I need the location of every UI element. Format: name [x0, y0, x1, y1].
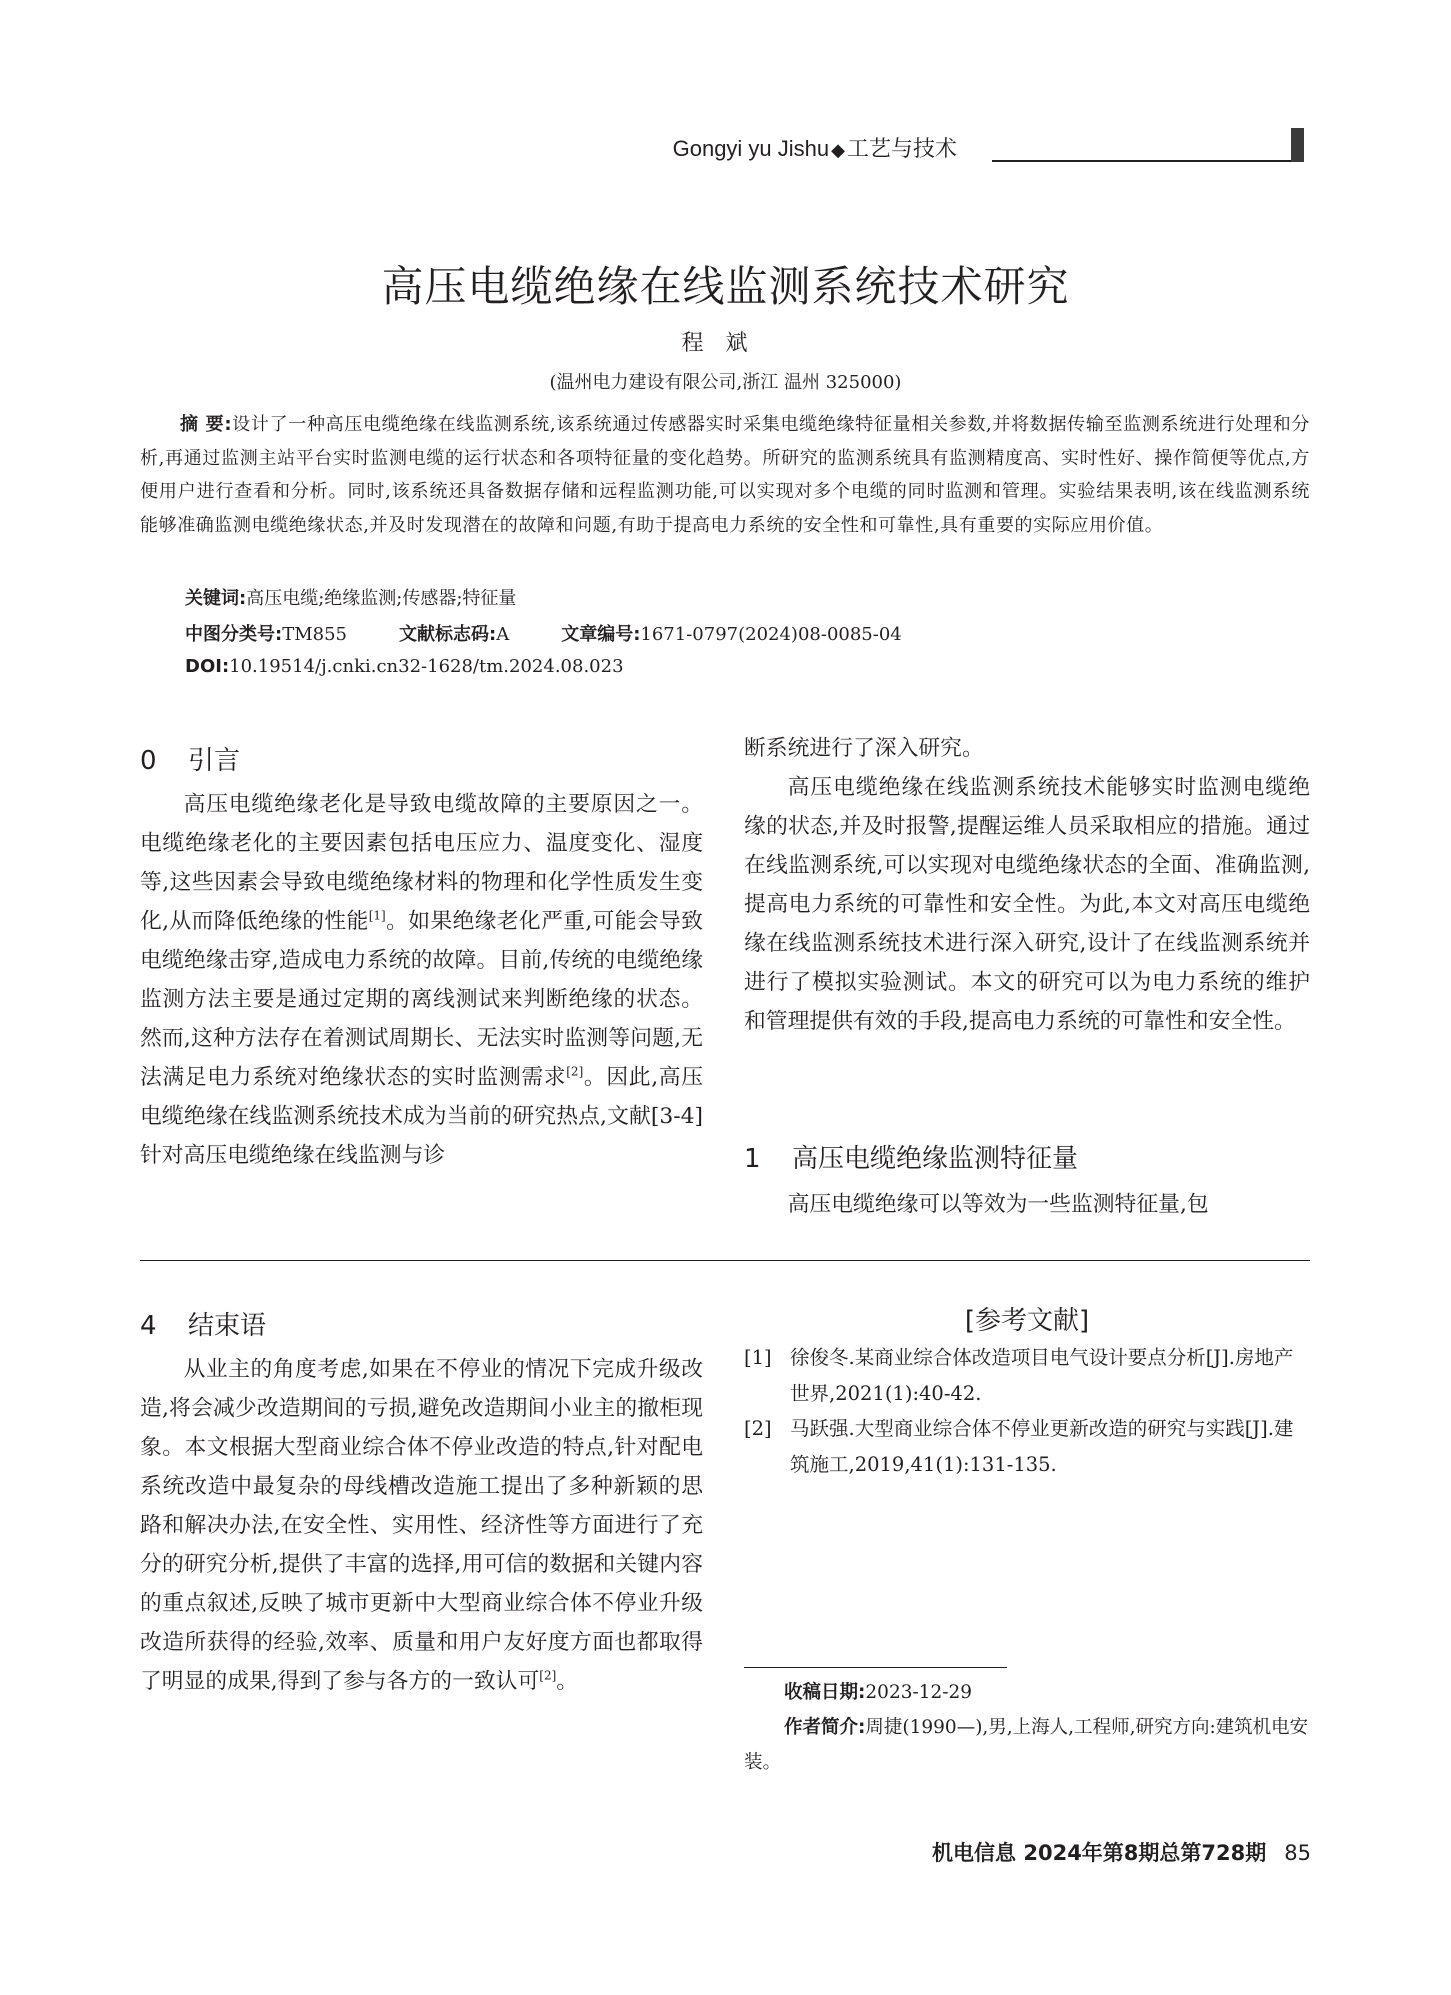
- doc-code-value: A: [496, 624, 510, 645]
- footnote-rule: [744, 1667, 1007, 1668]
- section-0-title: 引言: [188, 746, 241, 776]
- author-bio: 周捷(1990—),男,上海人,工程师,研究方向:建筑机电安装。: [744, 1717, 1309, 1773]
- page-divider-rule: [140, 1260, 1310, 1261]
- article-title: 高压电缆绝缘在线监测系统技术研究: [381, 262, 1070, 311]
- header-rule: [992, 160, 1304, 162]
- reference-text: 徐俊冬.某商业综合体改造项目电气设计要点分析[J].房地产世界,2021(1):40-42.: [790, 1346, 1294, 1405]
- section-0-para-1b: 。如果绝缘老化严重,可能会导致电缆绝缘击穿,造成电力系统的故障。目前,传统的电缆绝缘监测方法主要是通过定期的离线测试来判断绝缘的状态。然而,这种方法存在着测试周期长、无法实时监测等问题,无法满足电力系统对绝缘状态的实时监测需求: [140, 909, 703, 1090]
- reference-number: [2]: [744, 1417, 772, 1440]
- section-0-para-1-end: 断系统进行了深入研究。: [744, 736, 984, 761]
- author-bio-label: 作者简介:: [784, 1717, 866, 1738]
- reference-number: [1]: [744, 1346, 772, 1369]
- keywords-text: 高压电缆;绝缘监测;传感器;特征量: [246, 588, 517, 609]
- section-0-number: 0: [140, 746, 157, 776]
- running-head: [673, 132, 957, 163]
- header-marker-block: [1291, 128, 1304, 162]
- section-0-body-continued: [744, 729, 1310, 1041]
- section-0-para-2: 高压电缆绝缘在线监测系统技术能够实时监测电缆绝缘的状态,并及时报警,提醒运维人员采取相应的措施。通过在线监测系统,可以实现对电缆绝缘状态的全面、准确监测,提高电力系统的可靠性和安全性。为此,本文对高压电缆绝缘在线监测系统技术进行深入研究,设计了在线监测系统并进行了模拟实验测试。本文的研究可以为电力系统的维护和管理提供有效的手段,提高电力系统的可靠性和安全性。: [744, 775, 1310, 1034]
- section-4-body: [140, 1350, 703, 1701]
- citation-1: [1]: [368, 908, 386, 923]
- citation-2b: [2]: [539, 1668, 557, 1683]
- clc-value: TM855: [282, 624, 347, 645]
- section-0-para-1a: 高压电缆绝缘老化是导致电缆故障的主要原因之一。电缆绝缘老化的主要因素包括电压应力、温度变化、湿度等,这些因素会导致电缆绝缘材料的物理和化学性质发生变化,从而降低绝缘的性能: [140, 792, 703, 934]
- section-1-heading: [744, 1138, 1078, 1175]
- doi-label: DOI:: [185, 656, 230, 677]
- section-0-heading: [140, 740, 240, 777]
- section-1-body: [744, 1185, 1310, 1224]
- footnote: [744, 1675, 1310, 1780]
- section-4-heading: [140, 1305, 266, 1342]
- reference-text: 马跃强.大型商业综合体不停业更新改造的研究与实践[J].建筑施工,2019,41(1):131-135.: [790, 1417, 1294, 1476]
- section-0-body: [140, 785, 703, 1175]
- classification-line: [185, 620, 902, 646]
- section-1-title: 高压电缆绝缘监测特征量: [792, 1144, 1079, 1174]
- doc-code-label: 文献标志码:: [399, 624, 497, 645]
- abstract: [140, 408, 1310, 542]
- section-4-para-1b: 。: [556, 1669, 579, 1694]
- author-name: 程斌: [681, 331, 770, 356]
- received-label: 收稿日期:: [784, 1682, 866, 1703]
- abstract-label: 摘 要:: [180, 414, 233, 435]
- affiliation: (温州电力建设有限公司,浙江 温州 325000): [549, 372, 902, 393]
- section-4-number: 4: [140, 1311, 157, 1341]
- page-number: 85: [1284, 1841, 1311, 1865]
- abstract-text: 设计了一种高压电缆绝缘在线监测系统,该系统通过传感器实时采集电缆绝缘特征量相关参数,并将数据传输至监测系统进行处理和分析,再通过监测主站平台实时监测电缆的运行状态和各项特征量的变化趋势。所研究的监测系统具有监测精度高、实时性好、操作简便等优点,方便用户进行查看和分析。同时,该系统还具备数据存储和远程监测功能,可以实现对多个电缆的同时监测和管理。实验结果表明,该在线监测系统能够准确监测电缆绝缘状态,并及时发现潜在的故障和问题,有助于提高电力系统的安全性和可靠性,具有重要的实际应用价值。: [140, 414, 1310, 536]
- section-1-para-1: 高压电缆绝缘可以等效为一些监测特征量,包: [787, 1192, 1209, 1217]
- page-footer: [932, 1837, 1311, 1867]
- received-date: 2023-12-29: [865, 1682, 973, 1703]
- doi-value: 10.19514/j.cnki.cn32-1628/tm.2024.08.023: [229, 656, 624, 677]
- section-4-para-1a: 从业主的角度考虑,如果在不停业的情况下完成升级改造,将会减少改造期间的亏损,避免改造期间小业主的撤柜现象。本文根据大型商业综合体不停业改造的特点,针对配电系统改造中最复杂的母线槽改造施工提出了多种新颖的思路和解决办法,在安全性、实用性、经济性等方面进行了充分的研究分析,提供了丰富的选择,用可信的数据和关键内容的重点叙述,反映了城市更新中大型商业综合体不停业升级改造所获得的经验,效率、质量和用户友好度方面也都取得了明显的成果,得到了参与各方的一致认可: [140, 1357, 703, 1694]
- references-list: [744, 1340, 1310, 1482]
- journal-pinyin: Gongyi yu Jishu: [672, 136, 830, 161]
- doi-line: [185, 656, 624, 677]
- diamond-icon: ◆: [831, 140, 845, 160]
- journal-issue: 机电信息 2024年第8期总第728期: [932, 1841, 1267, 1865]
- article-no-label: 文章编号:: [561, 624, 641, 645]
- section-0-para-1c: 。因此,高压电缆绝缘在线监测系统技术成为当前的研究热点,文献[3-4]针对高压电缆绝缘在线监测与诊: [140, 1065, 703, 1168]
- reference-item: [744, 1340, 1310, 1411]
- clc-label: 中图分类号:: [185, 624, 283, 645]
- citation-2: [2]: [566, 1064, 584, 1079]
- section-1-number: 1: [744, 1144, 761, 1174]
- reference-item: [744, 1411, 1310, 1482]
- keywords-label: 关键词:: [185, 588, 247, 609]
- section-4-title: 结束语: [188, 1311, 267, 1341]
- section-name: 工艺与技术: [846, 137, 957, 162]
- article-no-value: 1671-0797(2024)08-0085-04: [640, 624, 902, 645]
- references-heading: [参考文献]: [964, 1306, 1090, 1336]
- keywords: [185, 584, 516, 610]
